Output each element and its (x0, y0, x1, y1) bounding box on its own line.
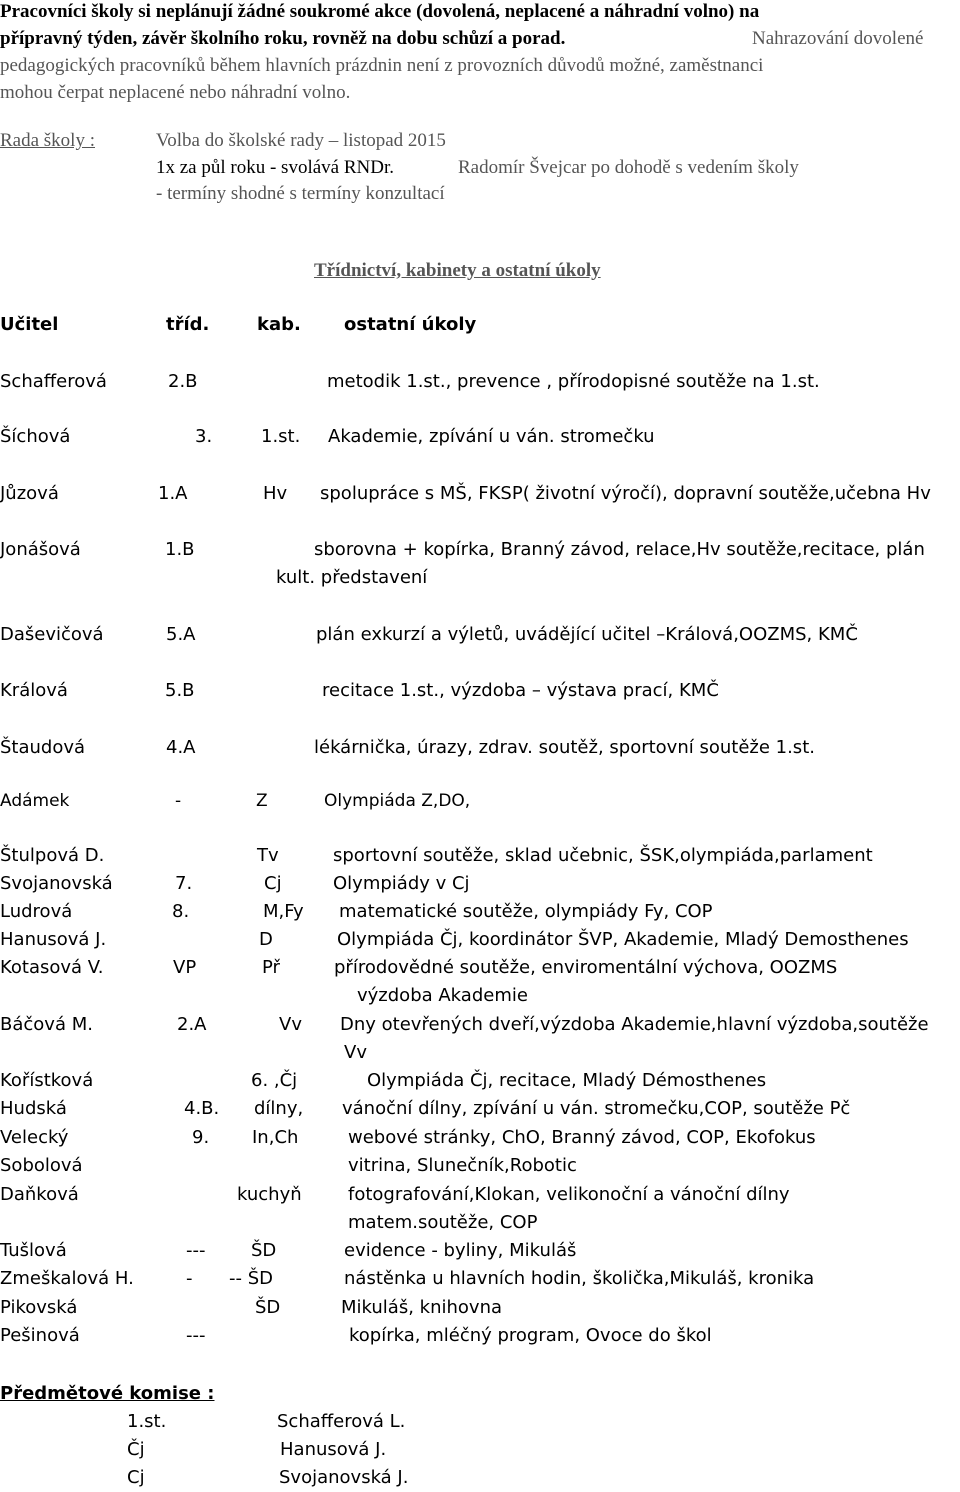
header-tasks: ostatní úkoly (344, 314, 477, 335)
row-tasks-cont: Vv (344, 1042, 367, 1063)
row-tasks: přírodovědné soutěže, enviromentální výchova, OOZMS (334, 957, 838, 978)
row-tasks: lékárnička, úrazy, zdrav. soutěž, sportovní soutěže 1.st. (314, 737, 815, 758)
row-class: 5.B (165, 680, 195, 701)
intro-line-4: mohou čerpat neplacené nebo náhradní volno. (0, 82, 351, 103)
row-tasks: vánoční dílny, zpívání u ván. stromečku,COP, soutěže Pč (342, 1098, 851, 1119)
row-tasks: evidence - byliny, Mikuláš (344, 1240, 577, 1261)
row-name: Šíchová (0, 426, 71, 447)
row-cabinet: Cj (264, 873, 282, 894)
row-class: 1.A (158, 483, 188, 504)
row-tasks: Mikuláš, knihovna (341, 1297, 503, 1318)
row-tasks: nástěnka u hlavních hodin, školička,Mikuláš, kronika (344, 1268, 815, 1289)
komise-person: Hanusová J. (280, 1439, 387, 1460)
row-name: Králová (0, 680, 68, 701)
row-tasks: vitrina, Slunečník,Robotic (348, 1155, 577, 1176)
row-cabinet: M,Fy (263, 901, 304, 922)
row-name: Jůzová (0, 483, 59, 504)
komise-subject: Čj (127, 1439, 145, 1460)
row-name: Tušlová (0, 1240, 67, 1261)
row-class: 2.B (168, 371, 198, 392)
row-tasks: metodik 1.st., prevence , přírodopisné soutěže na 1.st. (327, 371, 820, 392)
row-name: Ludrová (0, 901, 73, 922)
row-tasks: Dny otevřených dveří,výzdoba Akademie,hlavní výzdoba,soutěže (340, 1014, 929, 1035)
row-name: Hanusová J. (0, 929, 107, 950)
row-name: Daševičová (0, 624, 104, 645)
row-cabinet: Z (256, 791, 268, 811)
row-tasks: Akademie, zpívání u ván. stromečku (328, 426, 655, 447)
row-class: - (186, 1268, 193, 1289)
row-cabinet: kuchyň (237, 1184, 302, 1205)
row-cabinet: 1.st. (261, 426, 301, 447)
row-tasks: Olympiáda Čj, recitace, Mladý Démosthenes (367, 1070, 767, 1091)
row-tasks: webové stránky, ChO, Branný závod, COP, Ekofokus (348, 1127, 816, 1148)
row-cabinet: In,Ch (252, 1127, 299, 1148)
row-name: Adámek (0, 791, 70, 811)
row-name: Hudská (0, 1098, 67, 1119)
row-name: Štulpová D. (0, 845, 105, 866)
rada-line-1: Volba do školské rady – listopad 2015 (156, 130, 446, 151)
row-class: 5.A (166, 624, 196, 645)
row-cabinet: dílny, (254, 1098, 304, 1119)
intro-line-3: pedagogických pracovníků během hlavních prázdnin není z provozních důvodů možné, zaměstnanci (0, 55, 764, 76)
row-tasks: plán exkurzí a výletů, uvádějící učitel –Králová,OOZMS, KMČ (316, 624, 858, 645)
row-name: Kořístková (0, 1070, 94, 1091)
row-name: Zmeškalová H. (0, 1268, 134, 1289)
header-cabinet: kab. (257, 314, 301, 335)
row-name: Pešinová (0, 1325, 80, 1346)
rada-line-2a: 1x za půl roku - svolává RNDr. (156, 157, 394, 178)
intro-line-2-bold: přípravný týden, závěr školního roku, rovněž na dobu schůzí a porad. (0, 28, 566, 49)
row-name: Velecký (0, 1127, 69, 1148)
row-cabinet: 6. ,Čj (251, 1070, 298, 1091)
header-class: tříd. (166, 314, 210, 335)
row-tasks-cont: matem.soutěže, COP (348, 1212, 538, 1233)
row-tasks-cont: výzdoba Akademie (357, 985, 528, 1006)
row-tasks: matematické soutěže, olympiády Fy, COP (339, 901, 713, 922)
row-tasks: fotografování,Klokan, velikonoční a vánoční dílny (348, 1184, 790, 1205)
intro-line-1: Pracovníci školy si neplánují žádné soukromé akce (dovolená, neplacené a náhradní volno) na (0, 1, 760, 22)
row-tasks: Olympiády v Cj (333, 873, 470, 894)
row-class: 8. (172, 901, 190, 922)
komise-subject: Cj (127, 1467, 145, 1488)
row-name: Sobolová (0, 1155, 83, 1176)
row-tasks: Olympiáda Z,DO, (324, 791, 471, 811)
row-class: 7. (175, 873, 193, 894)
row-cabinet: Př (262, 957, 280, 978)
row-name: Kotasová V. (0, 957, 104, 978)
rada-label: Rada školy : (0, 130, 95, 151)
row-name: Štaudová (0, 737, 86, 758)
row-cabinet: ŠD (251, 1240, 277, 1261)
row-class: 3. (195, 426, 213, 447)
komise-person: Svojanovská J. (279, 1467, 409, 1488)
row-tasks: sborovna + kopírka, Branný závod, relace,Hv soutěže,recitace, plán (314, 539, 925, 560)
row-tasks: recitace 1.st., výzdoba – výstava prací, KMČ (322, 680, 719, 701)
row-name: Báčová M. (0, 1014, 93, 1035)
row-cabinet: Hv (263, 483, 288, 504)
row-class: 4.A (166, 737, 196, 758)
row-name: Jonášová (0, 539, 81, 560)
row-class: VP (173, 957, 197, 978)
section-title: Třídnictví, kabinety a ostatní úkoly (314, 260, 601, 281)
row-cabinet: Tv (257, 845, 279, 866)
row-class: 2.A (177, 1014, 207, 1035)
row-name: Daňková (0, 1184, 79, 1205)
row-tasks: Olympiáda Čj, koordinátor ŠVP, Akademie, Mladý Demosthenes (337, 929, 909, 950)
rada-line-2b: Radomír Švejcar po dohodě s vedením školy (458, 157, 799, 178)
row-tasks: sportovní soutěže, sklad učebnic, ŠSK,olympiáda,parlament (333, 845, 873, 866)
row-class: - (175, 791, 182, 811)
row-class: 1.B (165, 539, 195, 560)
row-name: Schafferová (0, 371, 107, 392)
komise-title: Předmětové komise : (0, 1383, 215, 1404)
row-tasks-cont: kult. představení (276, 567, 428, 588)
row-class: --- (186, 1325, 206, 1346)
row-tasks: kopírka, mléčný program, Ovoce do škol (349, 1325, 712, 1346)
row-cabinet: -- ŠD (229, 1268, 273, 1289)
rada-line-3: - termíny shodné s termíny konzultací (156, 183, 445, 204)
row-class: 9. (192, 1127, 210, 1148)
row-cabinet: Vv (279, 1014, 302, 1035)
row-class: --- (186, 1240, 206, 1261)
row-name: Pikovská (0, 1297, 78, 1318)
header-teacher: Učitel (0, 314, 59, 335)
row-cabinet: D (259, 929, 273, 950)
komise-subject: 1.st. (127, 1411, 167, 1432)
row-tasks: spolupráce s MŠ, FKSP( životní výročí), dopravní soutěže,učebna Hv (320, 483, 931, 504)
row-name: Svojanovská (0, 873, 113, 894)
row-cabinet: ŠD (255, 1297, 281, 1318)
intro-line-2-rest: Nahrazování dovolené (752, 28, 924, 49)
row-class: 4.B. (184, 1098, 220, 1119)
komise-person: Schafferová L. (277, 1411, 406, 1432)
